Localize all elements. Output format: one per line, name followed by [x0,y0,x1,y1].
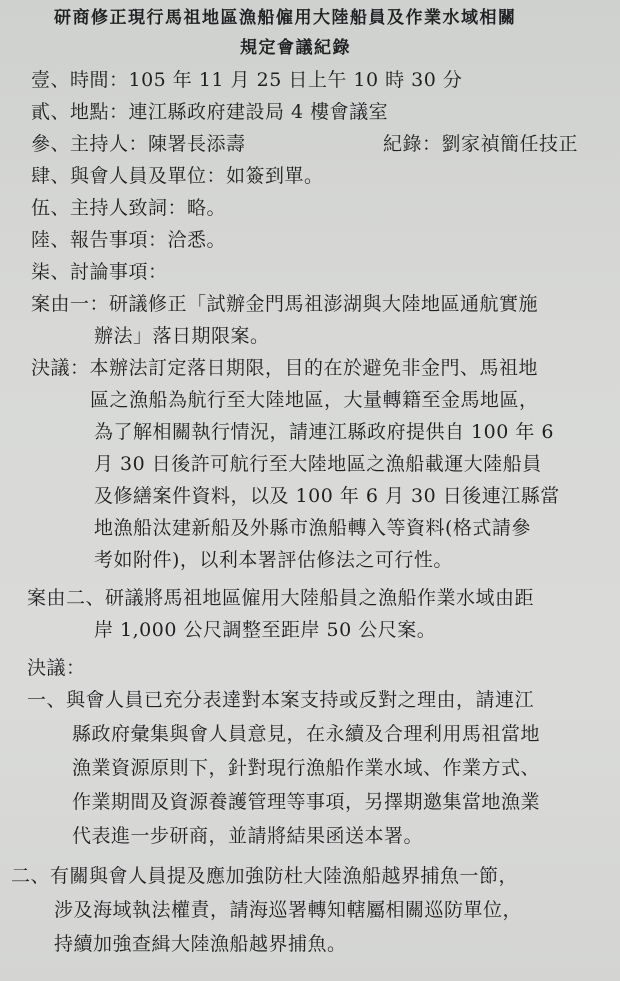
case-2-item-1-line: 代表進一步研商，並請將結果函送本署。 [72,825,424,847]
meeting-location: 貳、地點：連江縣政府建設局 4 樓會議室 [31,101,389,123]
meeting-time: 壹、時間：105 年 11 月 25 日上午 10 時 30 分 [31,69,463,91]
meeting-discussion-items: 柒、討論事項： [31,261,168,283]
case-1-resolution-line: 為了解相關執行情況，請連江縣政府提供自 100 年 6 [94,421,554,443]
case-2-reason-line-2: 岸 1,000 公尺調整至距岸 50 公尺案。 [94,619,437,641]
document-title-line-2: 規定會議紀錄 [240,38,351,58]
document-title-line-1: 研商修正現行馬祖地區漁船僱用大陸船員及作業水域相關 [54,8,517,28]
case-1-resolution-line: 考如附件)，以利本署評估修法之可行性。 [94,549,453,571]
case-1-reason-line-1: 案由一：研議修正「試辦金門馬祖澎湖與大陸地區通航實施 [31,293,539,315]
case-2-reason-line-1: 案由二、研議將馬祖地區僱用大陸船員之漁船作業水域由距 [27,587,535,609]
case-2-item-2-line: 持續加強查緝大陸漁船越界捕魚。 [54,933,347,955]
case-2-item-1-line: 一、與會人員已充分表達對本案支持或反對之理由，請連江 [27,689,535,711]
case-1-resolution-line: 月 30 日後許可航行至大陸地區之漁船載運大陸船員 [94,453,542,475]
case-1-resolution-line: 區之漁船為航行至大陸地區，大量轉籍至金馬地區， [90,389,539,411]
meeting-attendees: 肆、與會人員及單位：如簽到單。 [31,165,324,187]
case-2-item-1-line: 縣政府彙集與會人員意見，在永續及合理利用馬祖當地 [72,723,541,745]
case-2-resolution-label: 決議： [27,657,86,679]
meeting-chair: 參、主持人：陳署長添壽 [31,133,246,155]
meeting-report-items: 陸、報告事項：洽悉。 [31,229,227,251]
meeting-opening-remarks: 伍、主持人致詞：略。 [31,197,227,219]
case-1-resolution-line: 地漁船汰建新船及外縣市漁船轉入等資料(格式請參 [94,517,531,539]
case-2-item-1-line: 作業期間及資源養護管理等事項，另擇期邀集當地漁業 [72,791,541,813]
case-2-item-2-line: 涉及海域執法權責，請海巡署轉知轄屬相關巡防單位， [54,899,523,921]
case-2-item-2-line: 二、有關與會人員提及應加強防杜大陸漁船越界捕魚一節， [11,865,519,887]
case-1-resolution-line: 及修繕案件資料，以及 100 年 6 月 30 日後連江縣當 [94,485,560,507]
case-2-item-1-line: 漁業資源原則下，針對現行漁船作業水域、作業方式、 [72,757,541,779]
case-1-resolution-line: 決議：本辦法訂定落日期限，目的在於避免非金門、馬祖地 [31,357,539,379]
meeting-recorder: 紀錄：劉家禎簡任技正 [383,133,579,155]
case-1-reason-line-2: 辦法」落日期限案。 [94,325,270,347]
